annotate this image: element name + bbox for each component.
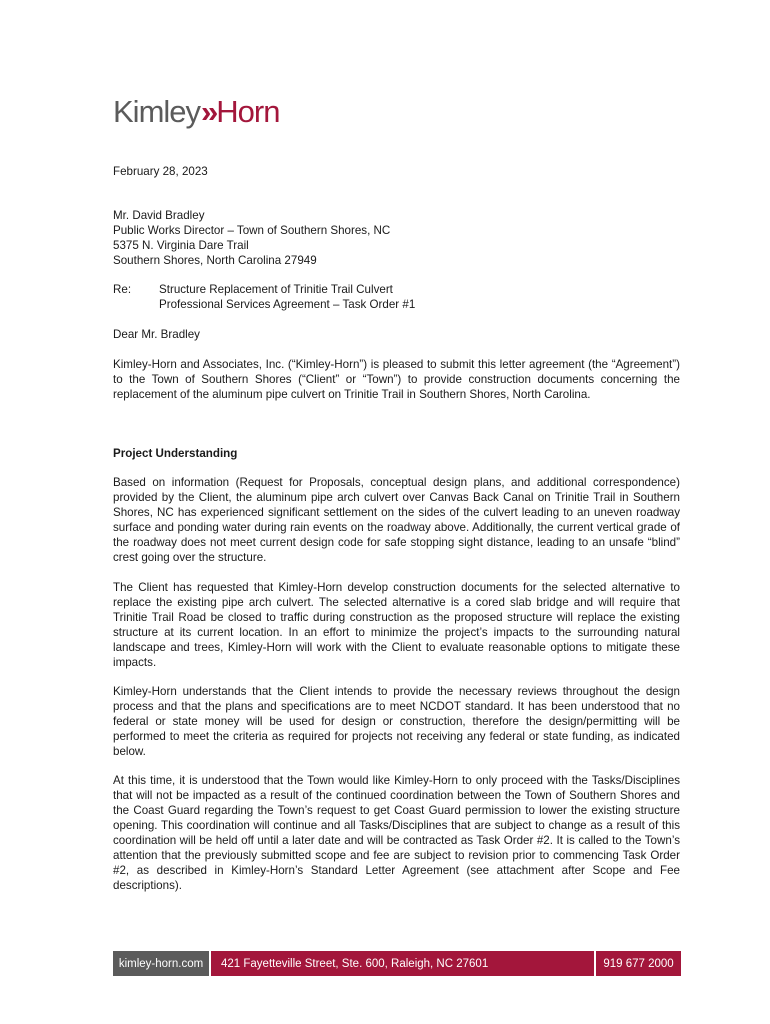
footer-address: 421 Fayetteville Street, Ste. 600, Raleigh, NC 27601: [211, 951, 594, 976]
subject-label: Re:: [113, 283, 132, 296]
body-paragraph-3: Kimley-Horn understands that the Client intends to provide the necessary reviews throughout the design process and that the plans and specifications are to meet NCDOT standard. It has been understood that no federal or state money will be used for design or construction, therefore the design/permitting will be performed to meet the criteria as required for projects not receiving any federal or state funding, as indicated below.: [113, 685, 680, 758]
subject-text: [159, 282, 415, 312]
letter-date: February 28, 2023: [113, 165, 208, 178]
footer-website: kimley-horn.com: [113, 951, 209, 976]
recipient-address: [113, 208, 680, 268]
letter-footer: [113, 951, 681, 976]
recipient-name: Mr. David Bradley: [113, 209, 205, 222]
intro-paragraph: Kimley-Horn and Associates, Inc. (“Kimley-Horn”) is pleased to submit this letter agreement (the “Agreement”) to the Town of Southern Shores (“Client” or “Town”) to provide construction documents concerning the replacement of the aluminum pipe culvert on Trinitie Trail in Southern Shores, North Carolina.: [113, 358, 680, 401]
body-paragraph-1: Based on information (Request for Proposals, conceptual design plans, and additional correspondence) provided by the Client, the aluminum pipe arch culvert over Canvas Back Canal on Trinitie Trail in Southern Shores, NC has experienced significant settlement on the sides of the culvert leading to an uneven roadway surface and ponding water during rain events on the roadway above. Additionally, the current vertical grade of the roadway does not meet current design code for safe stopping sight distance, leading to an unsafe “blind” crest going over the structure.: [113, 476, 680, 564]
footer-phone: 919 677 2000: [596, 951, 681, 976]
logo-horn-text: Horn: [216, 94, 280, 129]
section-heading: Project Understanding: [113, 447, 238, 460]
subject-line: [113, 282, 680, 312]
subject-line-2: Professional Services Agreement – Task Order #1: [159, 298, 416, 311]
recipient-city: Southern Shores, North Carolina 27949: [113, 254, 317, 267]
kimley-horn-logo: [113, 96, 279, 127]
logo-kimley-text: Kimley: [113, 94, 201, 129]
salutation: Dear Mr. Bradley: [113, 328, 200, 341]
recipient-title: Public Works Director – Town of Southern Shores, NC: [113, 224, 391, 237]
recipient-street: 5375 N. Virginia Dare Trail: [113, 239, 249, 252]
subject-line-1: Structure Replacement of Trinitie Trail Culvert: [159, 283, 393, 296]
body-paragraph-2: The Client has requested that Kimley-Horn develop construction documents for the selected alternative to replace the existing pipe arch culvert. The selected alternative is a cored slab bridge and will require that Trinitie Trail Road be closed to traffic during construction as the proposed structure will replace the existing structure at its current location. In an effort to minimize the project’s impacts to the surrounding natural landscape and trees, Kimley-Horn will work with the Client to evaluate reasonable options to mitigate these impacts.: [113, 581, 680, 669]
logo-chevrons-icon: »: [201, 94, 216, 129]
body-paragraph-4: At this time, it is understood that the Town would like Kimley-Horn to only proceed with the Tasks/Disciplines that will not be impacted as a result of the continued coordination between the Town of Southern Shores and the Coast Guard regarding the Town’s request to get Coast Guard permission to lower the existing structure opening. This coordination will continue and all Tasks/Disciplines that are subject to change as a result of this coordination will be held off until a later date and will be contracted as Task Order #2. It is called to the Town’s attention that the previously submitted scope and fee are subject to revision prior to commencing Task Order #2, as described in Kimley-Horn’s Standard Letter Agreement (see attachment after Scope and Fee descriptions).: [113, 774, 680, 892]
